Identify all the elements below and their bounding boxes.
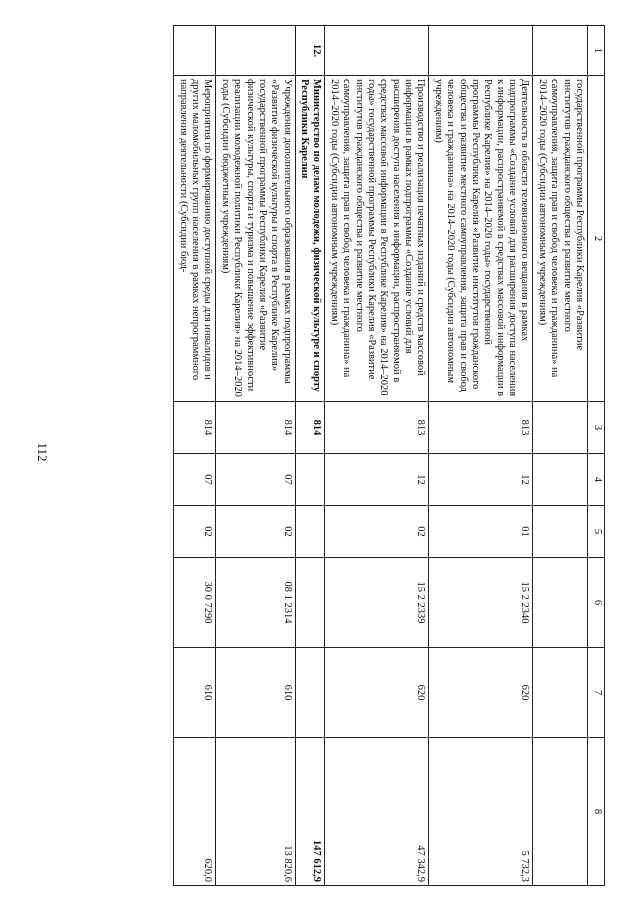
rotated-page-content [95, 25, 605, 885]
row-ved-cell: 814 [216, 402, 295, 454]
row-vr-cell [533, 648, 588, 738]
row-sum-cell: 147 612,9 [295, 738, 325, 886]
row-ved-cell: 813 [429, 402, 533, 454]
row-name-cell: Деятельность в области телевизионного вещания в рамках подпрограммы «Создание условий для расширения доступа населения к информации, распространяемой в средствах массовой информации в Республике Карелия» на 2014–2020 годы» государственной программы Республики Карелия «Развитие институтов гражданского общества и развитие местного самоуправления, защита прав и свобод человека и гражданина» на 2014–2020 годы (Субсидии автономным учреждениям) [429, 76, 533, 402]
row-pr-cell: 01 [429, 506, 533, 558]
row-number-cell [216, 26, 295, 76]
row-name-cell: Министерство по делам молодежи, физической культуре и спорту Республики Карелия [295, 76, 325, 402]
header-cell: 4 [588, 454, 605, 506]
header-cell: 1 [588, 26, 605, 76]
row-ved-cell: 814 [295, 402, 325, 454]
row-name-cell: Производство и реализация печатных изданий и средств массовой информации в рамках подпрограммы «Создание условий для расширения доступа населения к информации, распространяемой в средствах массовой информации в Республике Карелия» на 2014–2020 годы» государственной программы Республики Карелия «Развитие институтов гражданского общества и развитие местного самоуправления, защита прав и свобод человека и гражданина» на 2014–2020 годы (Субсидии автономным учреждениям) [325, 76, 429, 402]
row-pr-cell: 02 [325, 506, 429, 558]
row-pr-cell: 02 [174, 506, 216, 558]
row-pr-cell: 02 [216, 506, 295, 558]
row-csr-cell: 15 2 2340 [429, 558, 533, 648]
header-cell: 6 [588, 558, 605, 648]
row-rz-cell: 07 [216, 454, 295, 506]
row-number-cell [325, 26, 429, 76]
table-row [429, 26, 533, 886]
table-row [533, 26, 588, 886]
table-row [216, 26, 295, 886]
table-row [325, 26, 429, 886]
row-rz-cell [533, 454, 588, 506]
row-rz-cell: 12 [325, 454, 429, 506]
header-row [588, 26, 605, 886]
row-name-cell: Мероприятия по формированию доступной среды для инвалидов и других маломобильных групп населения в рамках непрограммного направления деятельности (Субсидии бюд- [174, 76, 216, 402]
row-sum-cell: 47 342,9 [325, 738, 429, 886]
row-sum-cell: 5 732,3 [429, 738, 533, 886]
row-vr-cell [295, 648, 325, 738]
row-sum-cell: 13 820,6 [216, 738, 295, 886]
row-number-cell [174, 26, 216, 76]
row-rz-cell: 07 [174, 454, 216, 506]
row-pr-cell [295, 506, 325, 558]
row-number-cell [429, 26, 533, 76]
row-csr-cell: 08 1 2314 [216, 558, 295, 648]
header-cell: 2 [588, 76, 605, 402]
page-number: 112 [35, 442, 50, 462]
row-vr-cell: 610 [216, 648, 295, 738]
header-cell: 8 [588, 738, 605, 886]
row-vr-cell: 620 [325, 648, 429, 738]
row-rz-cell: 12 [429, 454, 533, 506]
row-csr-cell [533, 558, 588, 648]
row-csr-cell: 30 0 7290 [174, 558, 216, 648]
row-ved-cell [533, 402, 588, 454]
row-number-cell: 12. [295, 26, 325, 76]
row-number-cell [533, 26, 588, 76]
row-vr-cell: 610 [174, 648, 216, 738]
row-pr-cell [533, 506, 588, 558]
header-cell: 5 [588, 506, 605, 558]
header-cell: 7 [588, 648, 605, 738]
table-row [174, 26, 216, 886]
header-cell: 3 [588, 402, 605, 454]
row-ved-cell: 814 [174, 402, 216, 454]
row-vr-cell: 620 [429, 648, 533, 738]
row-name-cell: Учреждения дополнительного образования в рамках подпрограммы «Развитие физической культуры и спорта в Республике Карелия» государственной программы Республики Карелия «Развитие физической культуры, спорта и туризма и повышение эффективности реализации молодежной политики Республики Карелия» на 2014–2020 годы (Субсидии бюджетным учреждениям) [216, 76, 295, 402]
table-row [295, 26, 325, 886]
row-sum-cell: 620,0 [174, 738, 216, 886]
row-rz-cell [295, 454, 325, 506]
table-body [174, 26, 588, 886]
row-name-cell: государственной программы Республики Карелия «Развитие институтов гражданского общества и развитие местного самоуправления, защита прав и свобод человека и гражданина» на 2014–2020 годы (Субсидии автономным учреждениям) [533, 76, 588, 402]
row-csr-cell: 15 2 2339 [325, 558, 429, 648]
row-ved-cell: 813 [325, 402, 429, 454]
budget-table [173, 25, 605, 886]
row-csr-cell [295, 558, 325, 648]
row-sum-cell [533, 738, 588, 886]
